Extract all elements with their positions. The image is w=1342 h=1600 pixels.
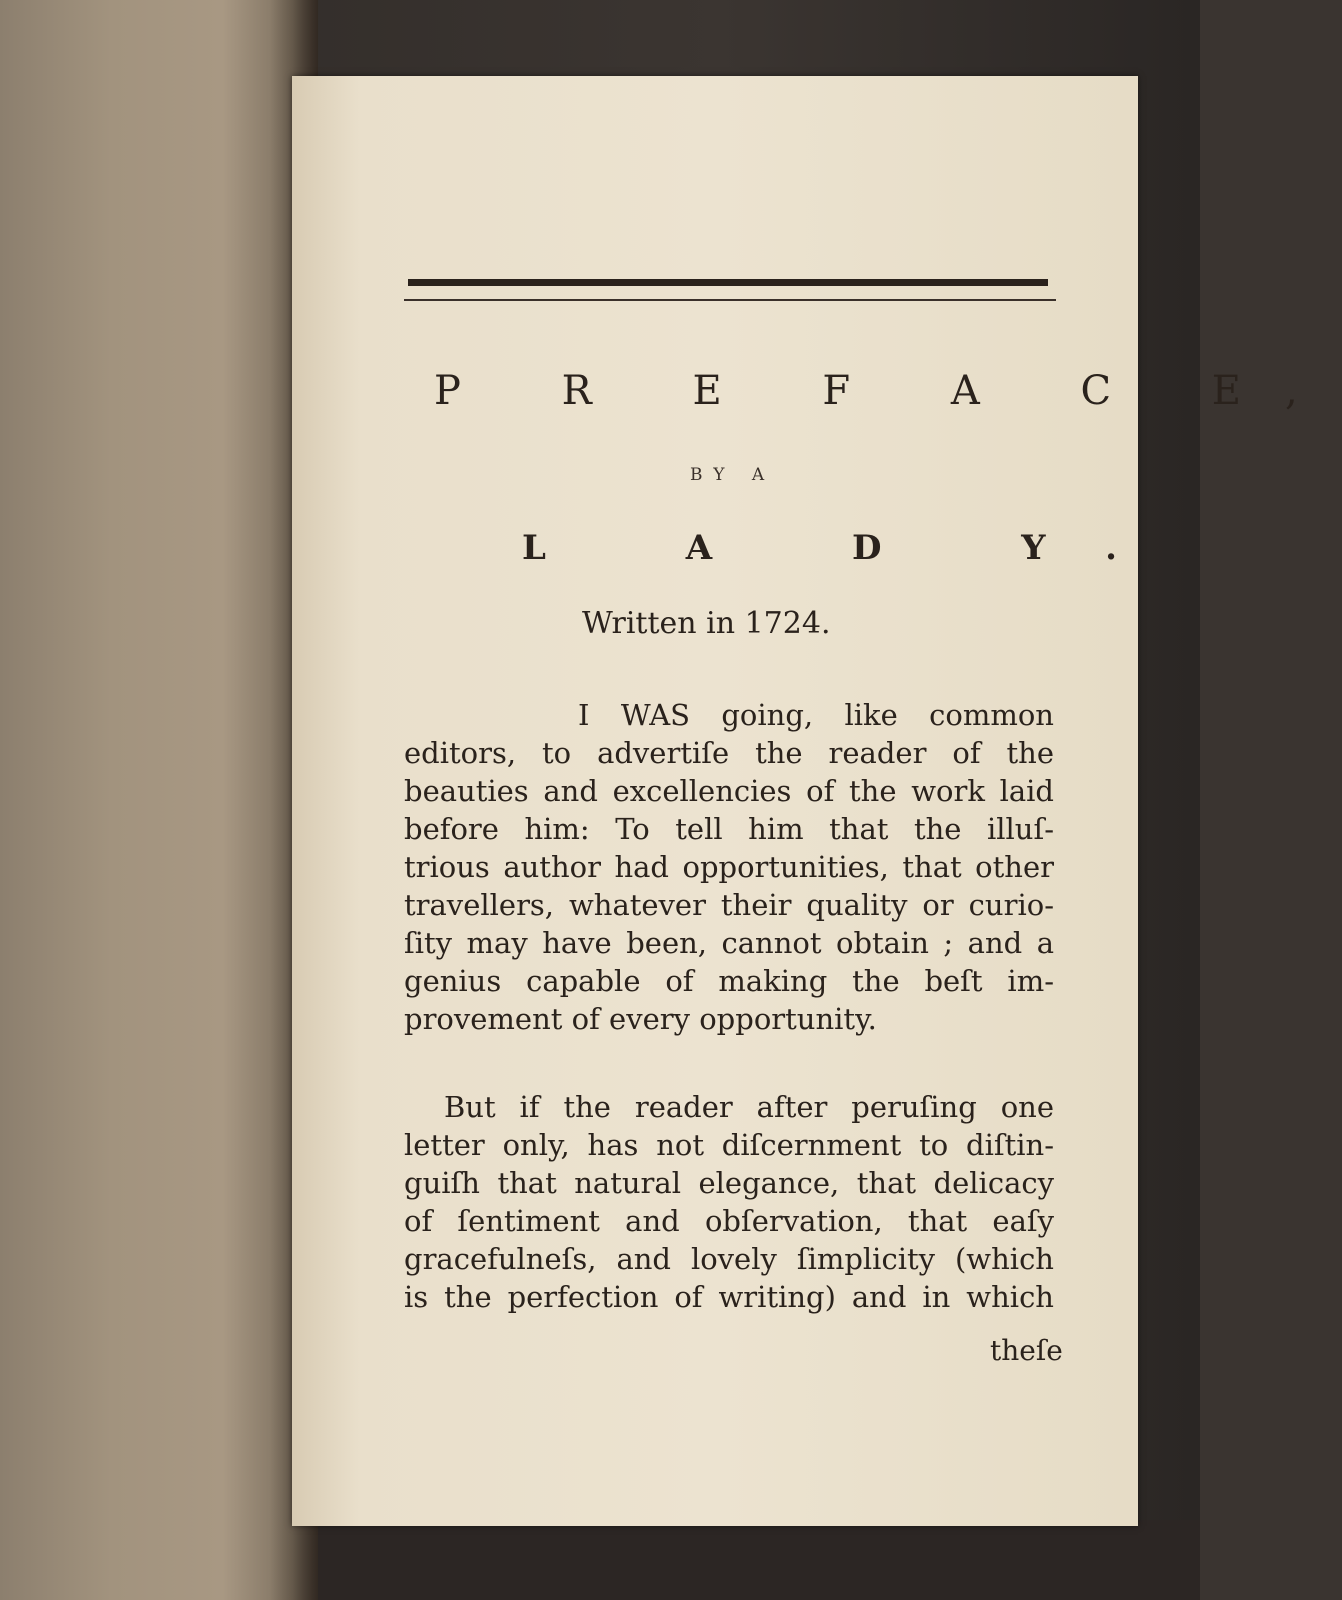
text-line: But if the reader after peruſing one [444, 1090, 1054, 1124]
text-line: ſity may have been, cannot obtain ; and a [404, 926, 1054, 960]
page-title: P R E F A C E, [434, 368, 1342, 414]
text-line: travellers, whatever their quality or curio- [404, 888, 1054, 922]
text-line: of ſentiment and obſervation, that eaſy [404, 1204, 1054, 1238]
text-line: beauties and excellencies of the work laid [404, 774, 1054, 808]
date-line: Written in 1724. [582, 606, 831, 641]
paragraph-1 [404, 696, 1054, 1038]
text-line: letter only, has not diſcernment to diſtin- [404, 1128, 1054, 1162]
catchword: theſe [990, 1334, 1063, 1367]
text-line: before him: To tell him that the illuſ- [404, 812, 1054, 846]
text-line: trious author had opportunities, that other [404, 850, 1054, 884]
header-rule-thin [404, 299, 1056, 301]
text-line: I WAS going, like common [578, 698, 1054, 732]
text-line: guiſh that natural elegance, that delicacy [404, 1166, 1054, 1200]
author-line: L A D Y. [522, 528, 1182, 568]
paragraph-2 [404, 1088, 1054, 1316]
byline: BY A [690, 465, 776, 485]
text-line: provement of every opportunity. [404, 1002, 877, 1036]
text-line: is the perfection of writing) and in which [404, 1280, 1054, 1314]
text-line: editors, to advertiſe the reader of the [404, 736, 1054, 770]
text-line: gracefulneſs, and lovely ſimplicity (which [404, 1242, 1054, 1276]
header-rule-thick [408, 279, 1048, 286]
text-line: genius capable of making the beſt im- [404, 964, 1054, 998]
